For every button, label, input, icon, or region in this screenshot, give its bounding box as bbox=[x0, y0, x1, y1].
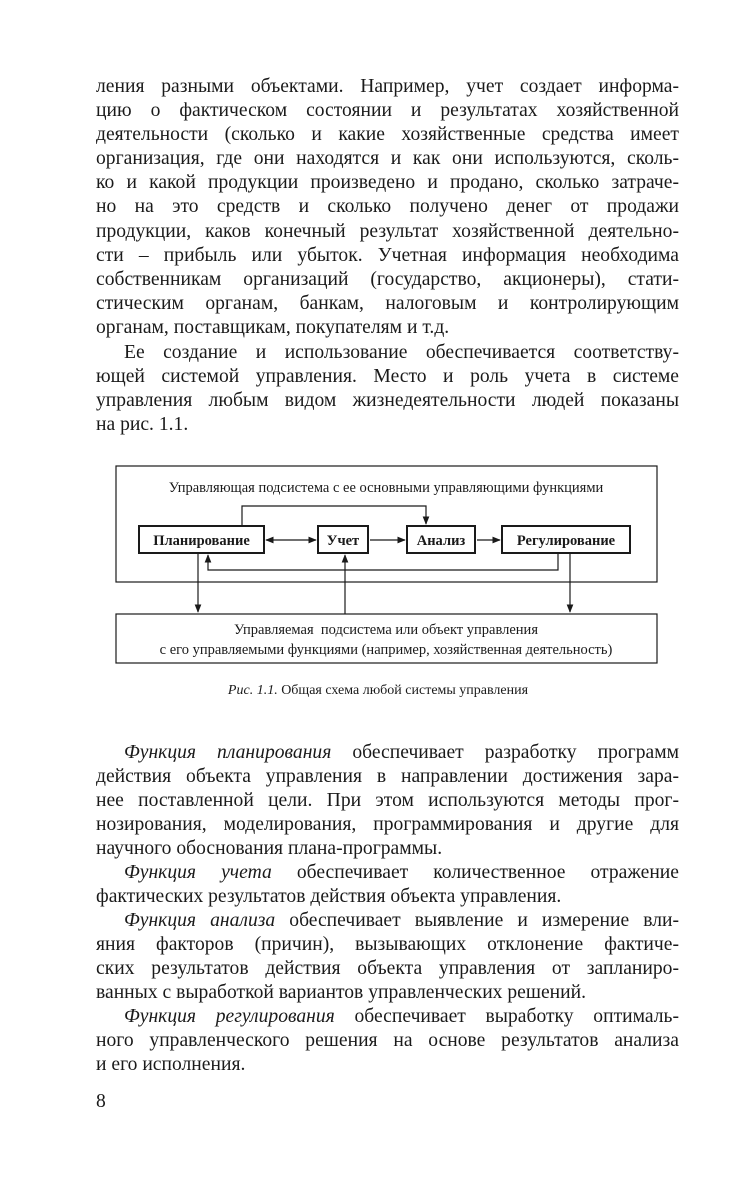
text-line: сти – прибыль или убыток. Учетная информация необходима bbox=[96, 244, 679, 266]
control-subsystem-title: Управляющая подсистема с ее основными управляющими функциями bbox=[168, 480, 604, 496]
text-line: ющей системой управления. Место и роль учета в системе bbox=[96, 366, 679, 388]
text-line: организация, где они находятся и как они используются, сколь- bbox=[96, 148, 679, 170]
paragraph-analysis-function bbox=[96, 909, 679, 1005]
text-line: стическим органам, банкам, налоговым и контролирующим bbox=[96, 292, 679, 314]
text-line: собственникам организаций (государство, акционеры), стати- bbox=[96, 268, 679, 290]
regulation-label: Регулирование bbox=[516, 533, 616, 549]
text-line: деятельности (сколько и какие хозяйственные средства имеет bbox=[96, 124, 679, 146]
text-run: обеспечивает выработку оптималь- bbox=[334, 1006, 679, 1027]
term-accounting: Функция учета bbox=[124, 862, 272, 883]
page-number: 8 bbox=[96, 1091, 106, 1112]
paragraph-accounting-function bbox=[96, 861, 679, 909]
analysis-label: Анализ bbox=[416, 533, 466, 549]
text-line: яния факторов (причин), вызывающих отклонение фактиче- bbox=[96, 934, 679, 956]
text-line: Ее создание и использование обеспечивается соответству- bbox=[124, 342, 679, 363]
term-analysis: Функция анализа bbox=[124, 910, 276, 931]
text-line: действия объекта управления в направлении достижения зара- bbox=[96, 766, 679, 788]
text-run: обеспечивает количественное отражение bbox=[271, 862, 679, 883]
text-line: органам, поставщикам, покупателям и т.д. bbox=[96, 316, 450, 338]
text-line bbox=[96, 1005, 679, 1029]
text-line: и его исполнения. bbox=[96, 1054, 246, 1076]
term-planning: Функция планирования bbox=[124, 742, 332, 763]
managed-subsystem-line2: с его управляемыми функциями (например, хозяйственная деятельность) bbox=[159, 642, 613, 658]
text-line: продукции, каков конечный результат хозяйственной деятельно- bbox=[96, 220, 679, 242]
figure-label: Рис. 1.1. bbox=[227, 683, 278, 698]
text-line: фактических результатов действия объекта управления. bbox=[96, 886, 562, 908]
accounting-label: Учет bbox=[326, 533, 360, 549]
text-line: цию о фактическом состоянии и результатах хозяйственной bbox=[96, 100, 679, 122]
text-line: ванных с выработкой вариантов управленческих решений. bbox=[96, 982, 587, 1004]
text-line: ного управленческого решения на основе результатов анализа bbox=[96, 1030, 679, 1052]
text-run: обеспечивает выявление и измерение вли- bbox=[275, 910, 679, 931]
figure-caption bbox=[0, 682, 756, 700]
text-line: на рис. 1.1. bbox=[96, 414, 189, 436]
managed-subsystem-line1: Управляемая подсистема или объект управления bbox=[234, 622, 538, 638]
text-line: управления любым видом жизнедеятельности людей показаны bbox=[96, 390, 679, 412]
planning-label: Планирование bbox=[153, 533, 250, 549]
text-line bbox=[96, 861, 679, 885]
text-line: ления разными объектами. Например, учет создает информа- bbox=[96, 76, 679, 97]
text-line bbox=[96, 909, 679, 933]
text-line: нозирования, моделирования, программирования и другие для bbox=[96, 814, 679, 836]
paragraph-regulation-function bbox=[96, 1005, 679, 1077]
text-line: нее поставленной цели. При этом используются методы прог- bbox=[96, 790, 679, 812]
text-line: ко и какой продукции произведено и продано, сколько затраче- bbox=[96, 172, 679, 194]
text-line: но на это средств и сколько получено денег от продажи bbox=[96, 196, 679, 218]
planning-analysis-feedback-arrow bbox=[242, 506, 426, 526]
text-line: научного обоснования плана-программы. bbox=[96, 838, 443, 860]
term-regulation: Функция регулирования bbox=[124, 1006, 335, 1027]
regulation-planning-feedback-arrow bbox=[208, 553, 558, 570]
paragraph-planning-function bbox=[96, 741, 679, 861]
text-run: обеспечивает разработку программ bbox=[331, 742, 679, 763]
figure-caption-text: Общая схема любой системы управления bbox=[277, 683, 529, 698]
text-line bbox=[96, 741, 679, 765]
text-line: ских результатов действия объекта управления от запланиро- bbox=[96, 958, 679, 980]
